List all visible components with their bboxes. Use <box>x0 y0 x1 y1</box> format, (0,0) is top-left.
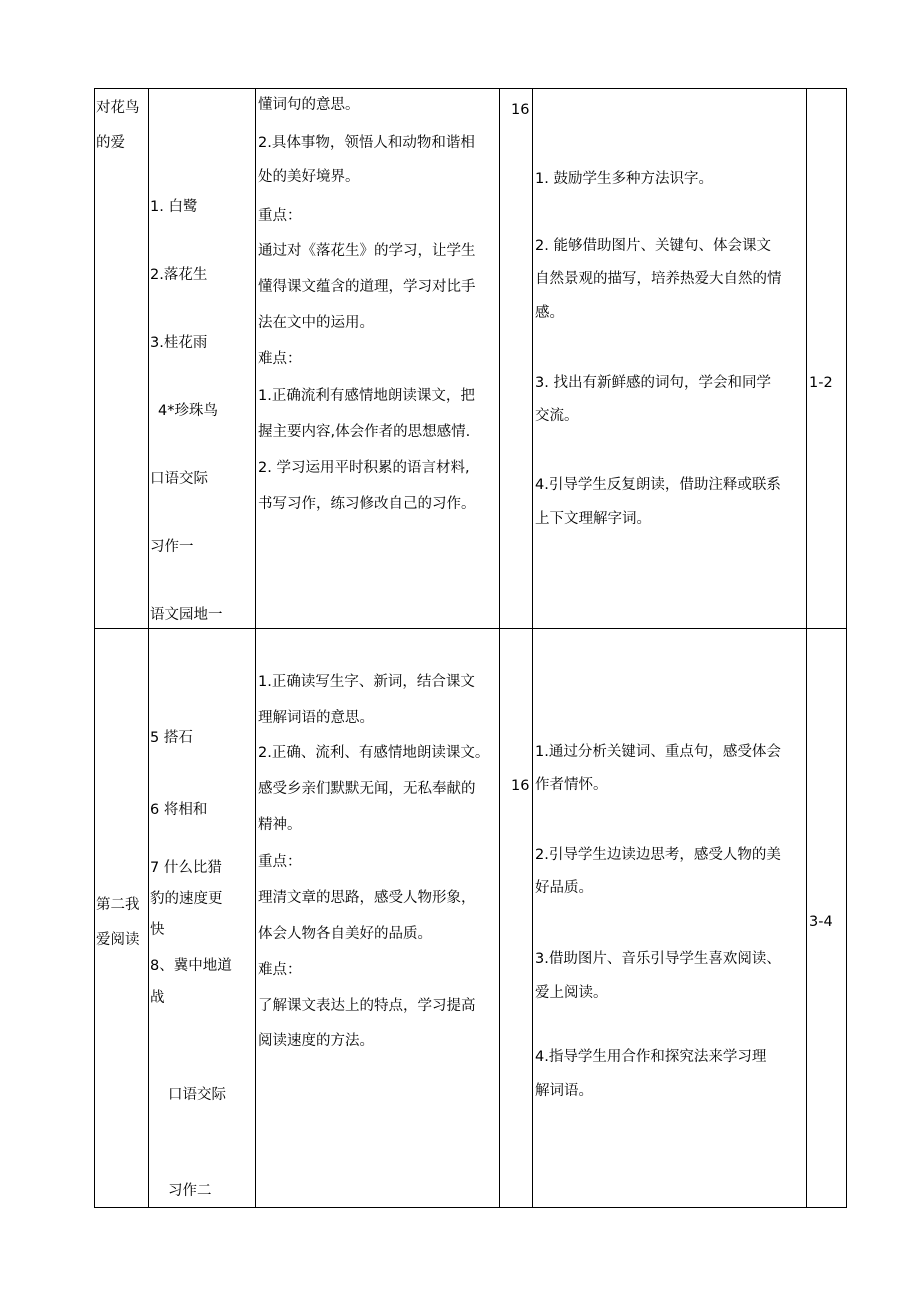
goal-line: 阅读速度的方法。 <box>258 1033 374 1049</box>
goal-line: 法在文中的运用。 <box>258 315 374 331</box>
table-border-right <box>846 88 847 1208</box>
lesson-item: 语文园地一 <box>150 607 223 623</box>
lesson-item: 快 <box>150 922 165 938</box>
lesson-item: 2.落花生 <box>150 267 208 283</box>
table-border-bottom <box>94 1207 847 1208</box>
goal-line: 难点： <box>258 351 302 367</box>
goal-line: 2.正确、流利、有感情地朗读课文。 <box>258 745 490 761</box>
table-border-top <box>94 88 847 89</box>
goal-line: 感受乡亲们默默无闻，无私奉献的 <box>258 781 476 797</box>
method-line: 1.通过分析关键词、重点句，感受体会 <box>535 744 781 760</box>
lesson-item: 口语交际 <box>168 1087 226 1103</box>
table-col-divider-1 <box>148 88 149 1208</box>
goal-line: 体会人物各自美好的品质。 <box>258 926 432 942</box>
goal-line: 重点： <box>258 854 302 870</box>
lesson-item: 7 什么比猎 <box>150 860 222 876</box>
method-line: 4.指导学生用合作和探究法来学习理 <box>535 1049 767 1065</box>
lesson-item: 习作二 <box>168 1183 212 1199</box>
goal-line: 2.具体事物，领悟人和动物和谐相 <box>258 135 475 151</box>
goal-line: 精神。 <box>258 817 302 833</box>
goal-line: 握主要内容,体会作者的思想感情. <box>258 424 471 440</box>
method-line: 爱上阅读。 <box>535 985 608 1001</box>
goal-line: 懂词句的意思。 <box>258 97 360 113</box>
lesson-item: 6 将相和 <box>150 802 208 818</box>
lesson-item: 5 搭石 <box>150 730 193 746</box>
lesson-item: 1. 白鹭 <box>150 199 198 215</box>
goal-line: 了解课文表达上的特点，学习提高 <box>258 998 476 1014</box>
lesson-item: 豹的速度更 <box>150 891 223 907</box>
table-col-divider-4 <box>532 88 533 1208</box>
method-line: 4.引导学生反复朗读，借助注释或联系 <box>535 477 781 493</box>
method-line: 交流。 <box>535 408 579 424</box>
goal-line: 2. 学习运用平时积累的语言材料, <box>258 460 470 476</box>
goal-line: 理清文章的思路，感受人物形象， <box>258 890 476 906</box>
goal-line: 通过对《落花生》的学习，让学生 <box>258 243 476 259</box>
table-col-divider-3 <box>499 88 500 1208</box>
method-line: 3.借助图片、音乐引导学生喜欢阅读、 <box>535 951 781 967</box>
unit-name-line: 第二我 <box>96 897 140 913</box>
lesson-item: 习作一 <box>150 539 194 555</box>
method-line: 3. 找出有新鲜感的词句，学会和同学 <box>535 375 771 391</box>
goal-line: 处的美好境界。 <box>258 169 360 185</box>
table-row-divider <box>94 628 847 629</box>
goal-line: 1.正确流利有感情地朗读课文，把 <box>258 388 475 404</box>
method-line: 自然景观的描写，培养热爱大自然的情 <box>535 271 782 287</box>
table-col-divider-2 <box>255 88 256 1208</box>
week-range: 1-2 <box>809 375 833 391</box>
unit-name-line: 爱阅读 <box>96 932 140 948</box>
lesson-item: 3.桂花雨 <box>150 335 208 351</box>
goal-line: 理解词语的意思。 <box>258 710 374 726</box>
goal-line: 重点： <box>258 208 302 224</box>
method-line: 感。 <box>535 305 564 321</box>
method-line: 上下文理解字词。 <box>535 511 651 527</box>
method-line: 1. 鼓励学生多种方法识字。 <box>535 171 713 187</box>
lesson-item: 8、冀中地道 <box>150 958 232 974</box>
lesson-item: 4*珍珠鸟 <box>158 403 218 419</box>
goal-line: 1.正确读写生字、新词，结合课文 <box>258 674 475 690</box>
goal-line: 难点： <box>258 962 302 978</box>
table-border-left <box>94 88 95 1208</box>
week-range: 3-4 <box>809 914 833 930</box>
unit-name-line: 对花鸟 <box>96 100 140 116</box>
lesson-item: 战 <box>150 990 165 1006</box>
class-hours: 16 <box>511 778 530 794</box>
method-line: 作者情怀。 <box>535 777 608 793</box>
class-hours: 16 <box>511 102 530 118</box>
goal-line: 懂得课文蕴含的道理，学习对比手 <box>258 279 476 295</box>
method-line: 好品质。 <box>535 880 593 896</box>
lesson-item: 口语交际 <box>150 471 208 487</box>
method-line: 解词语。 <box>535 1083 593 1099</box>
table-col-divider-5 <box>806 88 807 1208</box>
unit-name-line: 的爱 <box>96 135 125 151</box>
goal-line: 书写习作，练习修改自己的习作。 <box>258 496 476 512</box>
method-line: 2.引导学生边读边思考，感受人物的美 <box>535 847 781 863</box>
method-line: 2. 能够借助图片、关键句、体会课文 <box>535 238 771 254</box>
